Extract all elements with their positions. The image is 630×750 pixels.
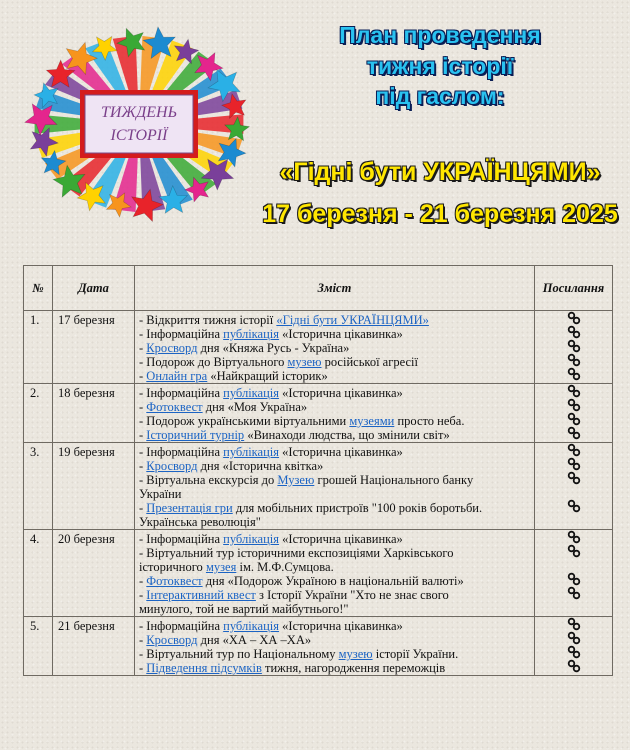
activity-line — [139, 414, 531, 428]
activity-text: - — [139, 459, 147, 473]
activity-link[interactable]: Кросворд — [146, 341, 198, 355]
activity-line — [139, 647, 531, 661]
activity-link[interactable]: публікація — [223, 619, 280, 633]
activity-text: - — [139, 574, 147, 588]
activity-line — [139, 313, 531, 327]
activity-link[interactable]: Онлайн гра — [146, 369, 208, 383]
plan-table — [23, 265, 613, 676]
activity-text: - — [139, 501, 147, 515]
activity-link[interactable]: музеями — [349, 414, 395, 428]
activity-text: - — [139, 428, 147, 442]
row-number: 3. — [24, 443, 53, 530]
chain-link-icon[interactable] — [536, 499, 611, 513]
activity-link[interactable]: «Гідні бути УКРАЇНЦЯМИ» — [276, 313, 429, 327]
activity-line — [139, 473, 531, 487]
row-date: 18 березня — [53, 384, 135, 443]
chain-link-icon[interactable] — [536, 471, 611, 485]
activity-text: - Інформаційна — [139, 532, 224, 546]
row-date: 20 березня — [53, 530, 135, 617]
activity-line — [139, 515, 531, 529]
activity-line — [139, 661, 531, 675]
activity-link[interactable]: Інтерактивний квест — [146, 588, 256, 602]
activity-link[interactable]: Фотоквест — [146, 574, 203, 588]
activity-link[interactable]: Кросворд — [146, 633, 198, 647]
activity-text: дня «Історична квітка» — [197, 459, 324, 473]
row-content — [135, 443, 535, 530]
chain-spacer — [536, 600, 611, 614]
activity-text: - Віртуальна екскурсія до — [139, 473, 278, 487]
activity-text: - — [139, 341, 147, 355]
chain-link-icon[interactable] — [536, 457, 611, 471]
activity-line — [139, 602, 531, 616]
activity-text: - — [139, 633, 147, 647]
activity-text: історії України. — [372, 647, 459, 661]
header-num: № — [24, 266, 53, 311]
activity-text: - Інформаційна — [139, 327, 224, 341]
title-slogan: «Гідні бути УКРАЇНЦЯМИ» — [279, 158, 601, 186]
title-line-1: План проведення — [339, 22, 541, 48]
activity-text: «Історична цікавинка» — [279, 445, 403, 459]
row-links — [535, 530, 613, 617]
activity-link[interactable]: музея — [205, 560, 237, 574]
row-links — [535, 384, 613, 443]
activity-text: - Інформаційна — [139, 445, 224, 459]
title-line-2: тижня історії — [366, 53, 514, 79]
header-date: Дата — [53, 266, 135, 311]
activity-line — [139, 633, 531, 647]
row-content — [135, 384, 535, 443]
logo-line1: ТИЖДЕНЬ — [100, 104, 178, 121]
activity-text: - Віртуальний тур історичними експозиціями Харківського — [139, 546, 454, 560]
activity-line — [139, 400, 531, 414]
activity-line — [139, 428, 531, 442]
row-number: 1. — [24, 311, 53, 384]
activity-line — [139, 574, 531, 588]
svg-text:ІСТОРІЇ — [110, 126, 170, 144]
activity-text: України — [139, 487, 182, 501]
activity-text: - — [139, 661, 147, 675]
row-content — [135, 530, 535, 617]
activity-line — [139, 445, 531, 459]
chain-spacer — [536, 558, 611, 572]
chain-link-icon[interactable] — [536, 426, 611, 440]
activity-text: «Історична цікавинка» — [279, 532, 403, 546]
table-row — [24, 443, 613, 530]
chain-link-icon[interactable] — [536, 384, 611, 398]
chain-link-icon[interactable] — [536, 631, 611, 645]
row-links — [535, 617, 613, 676]
chain-link-icon[interactable] — [536, 544, 611, 558]
title-dates: 17 березня - 21 березня 2025 — [262, 200, 618, 228]
chain-link-icon[interactable] — [536, 311, 611, 325]
activity-text: минулого, той не вартий майбутнього!" — [139, 602, 349, 616]
activity-link[interactable]: Презентація гри — [146, 501, 233, 515]
activity-text: грошей Національного банку — [314, 473, 474, 487]
row-content — [135, 617, 535, 676]
activity-link[interactable]: Історичний турнір — [146, 428, 245, 442]
chain-link-icon[interactable] — [536, 659, 611, 673]
table-row — [24, 530, 613, 617]
table-row — [24, 617, 613, 676]
activity-text: - — [139, 369, 147, 383]
activity-text: «Історична цікавинка» — [279, 327, 403, 341]
chain-link-icon[interactable] — [536, 398, 611, 412]
activity-link[interactable]: музею — [338, 647, 373, 661]
chain-link-icon[interactable] — [536, 367, 611, 381]
activity-line — [139, 459, 531, 473]
activity-link[interactable]: Фотоквест — [146, 400, 203, 414]
chain-link-icon[interactable] — [536, 443, 611, 457]
row-number: 5. — [24, 617, 53, 676]
activity-line — [139, 501, 531, 515]
row-content — [135, 311, 535, 384]
row-date: 17 березня — [53, 311, 135, 384]
chain-link-icon[interactable] — [536, 339, 611, 353]
chain-link-icon[interactable] — [536, 572, 611, 586]
activity-line — [139, 619, 531, 633]
activity-text: для мобільних пристроїв "100 років боротьби. — [232, 501, 483, 515]
activity-text: - Віртуальний тур по Національному — [139, 647, 339, 661]
header-content: Зміст — [135, 266, 535, 311]
activity-text: просто неба. — [394, 414, 465, 428]
activity-link[interactable]: публікація — [223, 327, 280, 341]
row-number: 4. — [24, 530, 53, 617]
chain-link-icon[interactable] — [536, 530, 611, 544]
activity-text: з Історії України "Хто не знає свого — [255, 588, 449, 602]
week-of-history-logo — [18, 22, 268, 222]
activity-text: Українська революція" — [139, 515, 261, 529]
chain-link-icon[interactable] — [536, 325, 611, 339]
activity-link[interactable]: Музею — [277, 473, 315, 487]
header-links: Посилання — [535, 266, 613, 311]
activity-text: дня «Моя Україна» — [202, 400, 308, 414]
table-row — [24, 311, 613, 384]
activity-text: дня «Подорож Україною в національній валюті» — [202, 574, 464, 588]
chain-spacer — [536, 513, 611, 527]
activity-link[interactable]: Підведення підсумків — [146, 661, 262, 675]
activity-line — [139, 487, 531, 501]
activity-text: ім. М.Ф.Сумцова. — [236, 560, 334, 574]
activity-line — [139, 588, 531, 602]
activity-text: тижня, нагородження переможців — [261, 661, 446, 675]
activity-text: - Подорож до Віртуального — [139, 355, 288, 369]
row-number: 2. — [24, 384, 53, 443]
row-links — [535, 311, 613, 384]
logo-line2: ІСТОРІЇ — [110, 127, 168, 144]
table-header-row — [24, 266, 613, 311]
activity-text: - Подорож українськими віртуальними — [139, 414, 350, 428]
chain-link-icon[interactable] — [536, 617, 611, 631]
activity-link[interactable]: музею — [287, 355, 322, 369]
chain-link-icon[interactable] — [536, 412, 611, 426]
activity-text: дня «Княжа Русь - Україна» — [197, 341, 350, 355]
activity-text: - — [139, 588, 147, 602]
chain-link-icon[interactable] — [536, 353, 611, 367]
activity-line — [139, 386, 531, 400]
activity-link[interactable]: публікація — [223, 532, 280, 546]
chain-link-icon[interactable] — [536, 645, 611, 659]
activity-line — [139, 341, 531, 355]
svg-text:ТИЖДЕНЬ — [101, 104, 177, 121]
chain-spacer — [536, 485, 611, 499]
row-links — [535, 443, 613, 530]
activity-text: «Історична цікавинка» — [279, 619, 403, 633]
chain-link-icon[interactable] — [536, 586, 611, 600]
activity-line — [139, 355, 531, 369]
activity-text: - — [139, 400, 147, 414]
activity-text: - Інформаційна — [139, 386, 224, 400]
table-row — [24, 384, 613, 443]
activity-link[interactable]: Кросворд — [146, 459, 198, 473]
activity-text: - Відкриття тижня історії — [139, 313, 277, 327]
activity-text: - Інформаційна — [139, 619, 224, 633]
activity-text: «Найкращий історик» — [207, 369, 328, 383]
activity-line — [139, 532, 531, 546]
activity-text: «Історична цікавинка» — [279, 386, 403, 400]
activity-line — [139, 369, 531, 383]
activity-text: «Винаходи людства, що змінили світ» — [244, 428, 450, 442]
activity-line — [139, 546, 531, 560]
activity-link[interactable]: публікація — [223, 386, 280, 400]
title-line-3: під гаслом: — [375, 83, 505, 109]
activity-text: російської агресії — [321, 355, 418, 369]
activity-link[interactable]: публікація — [223, 445, 280, 459]
row-date: 19 березня — [53, 443, 135, 530]
activity-text: дня «ХА – ХА –ХА» — [197, 633, 312, 647]
row-date: 21 березня — [53, 617, 135, 676]
activity-line — [139, 560, 531, 574]
activity-line — [139, 327, 531, 341]
activity-text: історичного — [139, 560, 206, 574]
